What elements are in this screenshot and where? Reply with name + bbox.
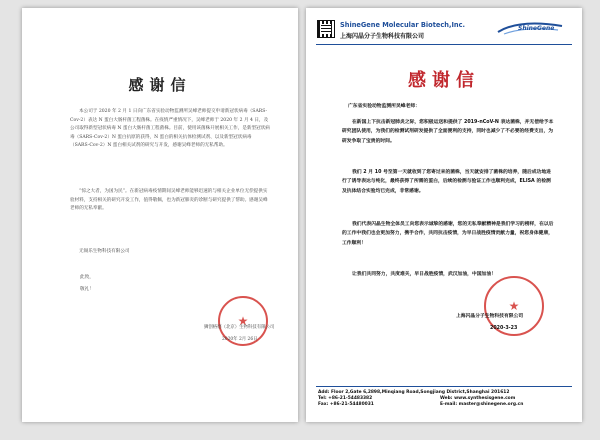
footer-email: E-mail: master@shinegene.org.cn: [440, 402, 524, 407]
right-letter-paragraph-1: 在新国上下抗击新冠肺炎之际，您积极运送和提供了 2019-nCoV-N 表达菌株，并无偿给予本研究团队使用，为我们的检测试剂研发提供了全面便利的支持，同时也减少了不必要的经费支出，为研发争取了宝贵的时间。: [342, 120, 554, 144]
letterhead: [306, 8, 582, 48]
right-letter-paragraph-2: 我们 2 月 10 号至第一天就收到了您寄过来的菌株，当天就安排了菌株的培养，随后成功地进行了诱导表达与纯化，最终获得了所需的蛋白，后续的检测与验证工作也顺利完成，ELISA 的检测及抗体结合实验均已完成，非常感谢。: [342, 170, 551, 194]
left-letter-paragraph-3: 无锡乐生物科技有限公司: [79, 249, 130, 254]
logo-wordmark: ShineGene: [518, 25, 555, 32]
right-letter-signature-company: 上海闪晶分子生物科技有限公司: [456, 314, 524, 319]
footer-tel: Tel: +86-21-54483382: [318, 396, 373, 401]
left-letter-title: 感谢信: [128, 76, 192, 94]
seal-star-icon: ★: [237, 314, 249, 328]
right-letter-title: 感谢信: [408, 70, 480, 91]
company-name-cn: 上海闪晶分子生物科技有限公司: [340, 33, 425, 40]
left-letter-closing-1: 此致，: [80, 275, 94, 280]
right-letter-signature-date: 2020-3-23: [490, 326, 518, 331]
left-letter-signature-date: 2020年 2月 26日: [222, 337, 258, 342]
left-letter-closing-2: 敬礼！: [80, 287, 94, 292]
letter-recipient: 广东省实验动物监测所吴峰老师：: [348, 104, 420, 109]
left-letter-paragraph-1: 本公司于 2020 年 2 月 1 日向广东省实验动物监测所吴峰老师提交申请新冠状病毒（SARS-Cov-2）表达 N 蛋白大肠杆菌工程菌株。在疫情严重情况下，吴峰老师于 2020 年 2 月 4 日，及公司取得新型冠状病毒 N 蛋白大肠杆菌工程菌株。目前，使用该菌株开展相关工作，是新型冠状病毒（SARS-Cov-2）N 蛋白抗原的获得，N 蛋白的相关抗体检测试剂、以及新型冠状病毒（SARS-Cov-2）N 蛋白相关试剂的研究与开发，感谢吴峰老师的无私帮助。: [70, 109, 270, 149]
company-name-en: ShineGene Molecular Biotech,Inc.: [340, 21, 466, 29]
qr-code-icon: [317, 20, 335, 38]
left-thank-you-letter: [22, 8, 298, 422]
left-letter-paragraph-2: “惊之大者，为国为民”。在新冠病毒疫情期间吴峰老师能够迅速的与相关企业单位无偿提供实验材料，支持相关的研究开发工作，值得敬佩，也为新冠肺炎的诊断与研究提供了帮助。感谢吴峰老师的无私奉献。: [70, 189, 268, 212]
left-letter-signature-company: 狮创格德（北京）生物科技有限公司: [204, 325, 275, 330]
letter-footer: [318, 390, 524, 408]
footer-fax: Fax: +86-21-54480031: [318, 402, 374, 407]
right-thank-you-letter: [306, 8, 582, 422]
footer-web: Web: www.synthesisgene.com: [440, 396, 516, 401]
header-divider: [316, 44, 572, 45]
footer-address: Add: Floor 2,Gate 6,2898,Minqiang Road,Songjiang District,Shanghai 201612: [318, 390, 510, 395]
footer-divider: [316, 386, 572, 387]
right-letter-paragraph-3: 我们代表闪晶生物全体员工向您表示诚挚的感谢，您的无私奉献精神是我们学习的榜样，在以后的工作中我们也会更加努力，携手合作，共同抗击疫情，为早日战胜疫情贡献力量，祝您身体健康，工作顺利！: [342, 222, 554, 246]
right-letter-paragraph-4: 让我们共同努力，共度难关，早日战胜疫情，武汉加油，中国加油！: [352, 272, 496, 277]
seal-star-icon: ★: [508, 299, 520, 313]
